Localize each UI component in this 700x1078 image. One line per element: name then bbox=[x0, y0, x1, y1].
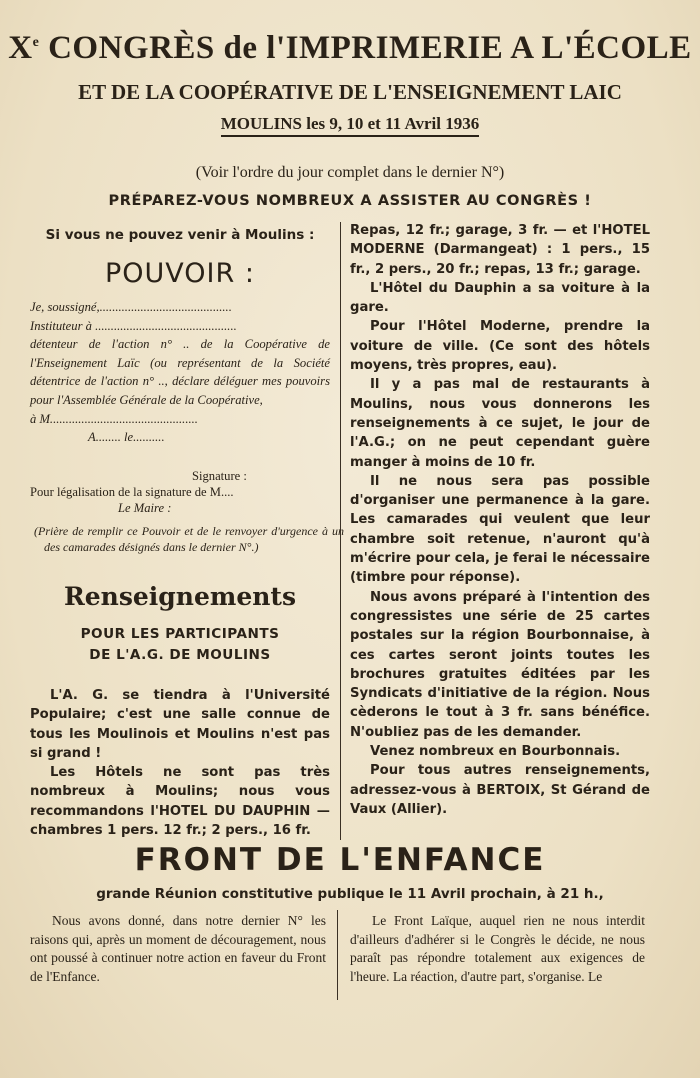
paragraph: Venez nombreux en Bourbonnais. bbox=[370, 744, 621, 760]
prepare-heading: PRÉPAREZ-VOUS NOMBREUX A ASSISTER AU CONGRÈS ! bbox=[108, 193, 592, 209]
congress-title: Xe CONGRÈS de l'IMPRIMERIE A L'ÉCOLE bbox=[8, 30, 692, 66]
proxy-instructions: (Prière de remplir ce Pouvoir et de le renvoyer d'urgence à un des camarades désignés dans le dernier N°.) bbox=[34, 524, 344, 554]
paragraph: Repas, 12 fr.; garage, 3 fr. — et l'HOTEL MODERNE (Darmangeat) : 1 pers., 15 fr., 2 pers., 20 fr.; repas, 13 fr.; garage. bbox=[350, 223, 650, 277]
participants-line-2: DE L'A.G. DE MOULINS bbox=[89, 647, 271, 663]
paragraph: Le Front Laïque, auquel rien ne nous interdit d'ailleurs d'adhérer si le Congrès le décide, ne nous paraît pas répondre totalement aux exigences de l'heure. La réaction, d'autre part, s'organise. Le bbox=[350, 913, 645, 984]
proxy-heading: POUVOIR : bbox=[105, 258, 255, 289]
front-left-text bbox=[30, 912, 326, 986]
paragraph: L'Hôtel du Dauphin a sa voiture à la gare. bbox=[350, 280, 650, 316]
maire-label: Le Maire : bbox=[118, 501, 172, 515]
congress-date: MOULINS les 9, 10 et 11 Avril 1936 bbox=[0, 114, 700, 137]
form-line-detenteur: détenteur de l'action n° .. de la Coopérative de l'Enseignement Laïc (ou représentant de la Société détentrice de l'action n° .., déclare déléguer mes pouvoirs pour l'Assemblée Générale de la Coopérative, bbox=[30, 337, 330, 407]
form-line-a-m: à M............................................... bbox=[30, 411, 198, 426]
form-line-a-le: A........ le.......... bbox=[88, 430, 165, 445]
paragraph: L'A. G. se tiendra à l'Université Populaire; c'est une salle connue de tous les Moulinois et Moulins n'est pas si grand ! bbox=[30, 688, 330, 761]
form-line-soussigne: Je, soussigné,.......................................... bbox=[30, 300, 232, 314]
paragraph: Les Hôtels ne sont pas très nombreux à Moulins; nous vous recommandons l'HOTEL DU DAUPHIN — chambres 1 pers. 12 fr.; 2 pers., 16 fr. bbox=[30, 765, 330, 839]
paragraph: Pour tous autres renseignements, adressez-vous à BERTOIX, St Gérand de Vaux (Allier). bbox=[350, 763, 650, 817]
see-agenda-note: (Voir l'ordre du jour complet dans le dernier N°) bbox=[195, 164, 505, 181]
paragraph: Nous avons donné, dans notre dernier N° les raisons qui, après un moment de découragement, nous ont poussé à continuer notre action en faveur du Front de l'Enfance. bbox=[30, 913, 326, 984]
signature-block bbox=[30, 468, 330, 516]
paragraph: Il ne nous sera pas possible d'organiser une permanence à la gare. Les camarades qui veulent que leur chambre soit retenue, n'auront qu'à m'écrire pour cela, je ferai le nécessaire (timbre pour réponse). bbox=[350, 473, 650, 586]
signature-label: Signature : bbox=[192, 469, 247, 483]
front-heading: FRONT DE L'ENFANCE bbox=[134, 842, 546, 878]
paragraph: Nous avons préparé à l'intention des congressistes une série de 25 cartes postales sur la région Bourbonnaise, à ces cartes seront joints toutes les brochures gratuites éditées par les Syndicats d'initiative de la région. Nous cèderons le tout à 3 fr. sans bénéfice. N'oubliez pas de les demander. bbox=[350, 589, 650, 740]
congress-subtitle: ET DE LA COOPÉRATIVE DE L'ENSEIGNEMENT LAIC bbox=[78, 80, 622, 104]
left-info-text bbox=[30, 686, 330, 840]
form-line-instituteur: Instituteur à ............................................. bbox=[30, 318, 237, 333]
legalisation-label: Pour légalisation de la signature de M.... bbox=[30, 485, 234, 499]
paragraph: Pour l'Hôtel Moderne, prendre la voiture de ville. (Ce sont des hôtels moyens, très propres, eau). bbox=[350, 319, 650, 374]
right-info-text bbox=[350, 221, 650, 819]
proxy-form bbox=[30, 298, 330, 447]
front-right-text bbox=[350, 912, 645, 986]
reunion-announcement: grande Réunion constitutive publique le 11 Avril prochain, à 21 h., bbox=[96, 886, 604, 902]
paragraph: Il y a pas mal de restaurants à Moulins, nous vous donnerons les renseignements à ce sujet, le jour de l'A.G.; on ne peut cependant guère manger à moins de 10 fr. bbox=[350, 377, 650, 470]
if-you-cannot-come: Si vous ne pouvez venir à Moulins : bbox=[45, 227, 315, 243]
participants-line-1: POUR LES PARTICIPANTS bbox=[80, 626, 280, 642]
participants-subheading bbox=[30, 624, 330, 666]
bottom-column-divider bbox=[337, 910, 338, 1000]
renseignements-heading: Renseignements bbox=[63, 582, 297, 611]
